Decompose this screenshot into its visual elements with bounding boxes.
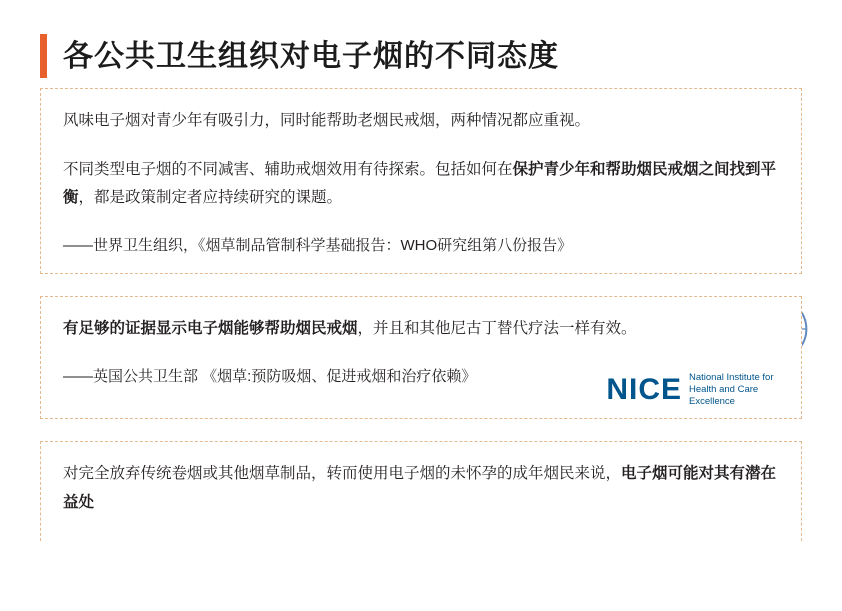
quote-card-phe	[40, 296, 802, 419]
nice-tagline-line1: National Institute for	[689, 372, 774, 384]
quote-attribution: ——英国公共卫生部 《烟草:预防吸烟、促进戒烟和治疗依赖》	[63, 367, 477, 385]
quote-card-who	[40, 88, 802, 274]
quote-paragraph	[63, 460, 779, 517]
quote-text-bold: 有足够的证据显示电子烟能够帮助烟民戒烟	[63, 320, 358, 337]
quote-paragraph	[63, 315, 779, 344]
nice-logo	[606, 372, 801, 408]
quote-text-bold: 保护青少年和帮助烟民戒烟之间找到平衡	[63, 160, 777, 207]
nice-tagline	[689, 372, 801, 408]
quote-paragraph	[63, 107, 779, 136]
quote-paragraph	[63, 156, 779, 213]
title-accent-bar	[40, 34, 47, 78]
quote-text: 对完全放弃传统卷烟或其他烟草制品，转而使用电子烟的未怀孕的成年烟民来说，	[63, 465, 622, 482]
page-title	[40, 0, 802, 88]
quote-attribution: ——世界卫生组织，《烟草制品管制科学基础报告：WHO研究组第八份报告》	[63, 237, 573, 255]
nice-tagline-line2: Health and Care Excellence	[689, 384, 759, 408]
quote-text: 风味电子烟对青少年有吸引力，同时能帮助老烟民戒烟，两种情况都应重视。	[63, 112, 591, 129]
quote-card-third	[40, 441, 802, 541]
quote-text-bold: 电子烟可能对其有潜在益处	[63, 465, 777, 511]
quote-text: ，都是政策制定者应持续研究的课题。	[78, 189, 343, 207]
nice-wordmark: NICE	[606, 373, 682, 407]
quote-text: ，并且和其他尼古丁替代疗法一样有效。	[357, 320, 637, 337]
quote-text: 不同类型电子烟的不同减害、辅助戒烟效用有待探索。包括如何在	[63, 160, 513, 178]
page-title-text: 各公共卫生组织对电子烟的不同态度	[63, 39, 559, 73]
